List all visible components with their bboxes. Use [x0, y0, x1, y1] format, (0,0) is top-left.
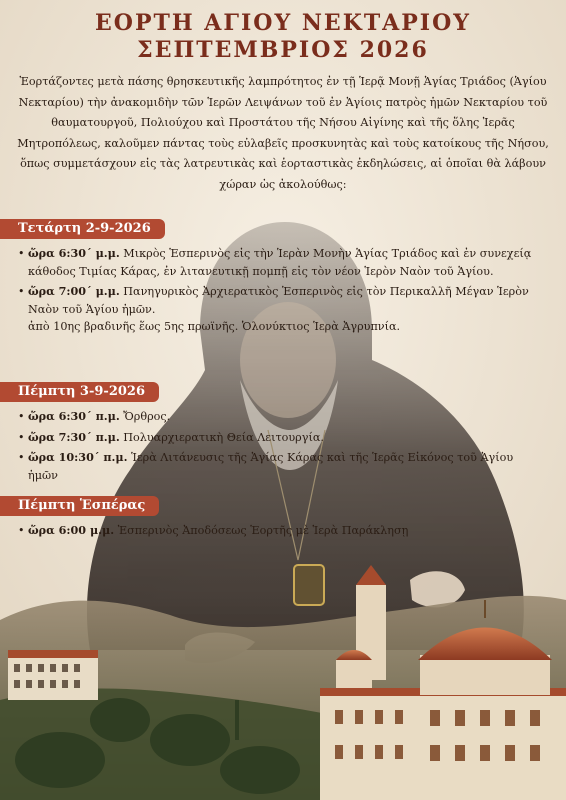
event-item — [0, 429, 566, 447]
event-item — [0, 245, 566, 280]
intro-paragraph: Ἑορτάζοντες μετὰ πάσης θρησκευτικῆς λαμπρότητος ἐν τῇ Ἱερᾷ Μονῇ Ἁγίας Τριάδος (Ἁγίου Νεκταρίου) τὴν ἀνακομιδὴν τῶν Ἱερῶν Λειψάνων τοῦ ἐν Ἁγίοις πατρὸς ἡμῶν Νεκταρίου τοῦ θαυματουργοῦ, Πολιούχου καὶ Προστάτου τῆς Νήσου Αἰγίνης καὶ τῆς ὅλης Ἱερᾶς Μητροπόλεως, καλοῦμεν πάντας τοὺς εὐλαβεῖς προσκυνητὰς καὶ τοὺς κατοίκους τῆς Νήσου, ὅπως συμμετάσχουν εἰς τὰς λατρευτικὰς καὶ ἑορταστικὰς ἐκδηλώσεις, αἱ ὁποῖαι θὰ λάβουν χώραν ὡς ἀκολούθως: — [17, 75, 549, 191]
bullet-icon: • — [18, 451, 25, 464]
event-list — [0, 245, 566, 336]
page-title — [0, 10, 566, 64]
event-text: Ἑσπερινὸς Ἀποδόσεως Ἑορτῆς μὲ Ἱερὰ Παράκλησῃ — [114, 524, 409, 537]
monastery-left-building — [8, 650, 98, 700]
section-heading: Πέμπτη Ἑσπέρας — [0, 496, 159, 516]
event-time: ὥρα 7:00΄ μ.μ. — [28, 284, 120, 298]
event-item — [0, 449, 566, 484]
section-wednesday — [0, 217, 566, 339]
event-list — [0, 522, 566, 540]
section-thursday-evening — [0, 494, 566, 543]
event-item — [0, 283, 566, 336]
bullet-icon: • — [18, 285, 25, 298]
event-time: ὥρα 6:30΄ μ.μ. — [28, 246, 120, 260]
event-time: ὥρα 6:00 μ.μ. — [28, 523, 115, 537]
bullet-icon: • — [18, 410, 25, 423]
title-line-2: ΣΕΠΤΕΜΒΡΙΟΣ 2026 — [137, 37, 429, 63]
event-list — [0, 408, 566, 484]
event-text: Ἱερὰ Λιτάνευσις τῆς Ἁγίας Κάρας καὶ τῆς Ἱερᾶς Εἰκόνος τοῦ Ἁγίου ἡμῶν — [28, 451, 514, 482]
title-line-1: ΕΟΡΤΗ ΑΓΙΟΥ ΝΕΚΤΑΡΙΟΥ — [95, 10, 471, 36]
event-time: ὥρα 6:30΄ π.μ. — [28, 409, 120, 423]
event-time: ὥρα 7:30΄ π.μ. — [28, 429, 120, 444]
event-item — [0, 408, 566, 426]
event-note: ἀπὸ 10ης βραδινῆς ἕως 5ης πρωϊνῆς. Ὁλονύκτιος Ἱερὰ Ἀγρυπνία. — [28, 320, 401, 333]
event-text: Ὄρθρος. — [119, 410, 171, 423]
bullet-icon: • — [18, 524, 25, 537]
event-text: Πολυαρχιερατικὴ Θεία Λειτουργία. — [119, 430, 324, 444]
event-text: Μικρὸς Ἑσπερινὸς εἰς τὴν Ἱερὰν Μονὴν Ἁγίας Τριάδος καὶ ἐν συνεχείᾳ κάθοδος Τιμίας Κάρας, ἐν λιτανευτικῇ πομπῇ εἰς τὸν νέον Ἱερὸν Ναὸν τοῦ Ἁγίου. — [28, 247, 532, 278]
section-heading: Τετάρτη 2-9-2026 — [0, 219, 165, 239]
bullet-icon: • — [18, 247, 25, 260]
event-time: ὥρα 10:30΄ π.μ. — [28, 450, 128, 464]
section-heading: Πέμπτη 3-9-2026 — [0, 382, 159, 402]
event-item — [0, 522, 566, 540]
section-thursday — [0, 380, 566, 487]
event-text: Πανηγυρικὸς Ἀρχιερατικὸς Ἑσπερινὸς εἰς τὸν Περικαλλῆ Μέγαν Ἱερὸν Ναὸν τοῦ Ἁγίου ἡμῶν. — [28, 285, 529, 316]
bullet-icon: • — [18, 430, 25, 444]
